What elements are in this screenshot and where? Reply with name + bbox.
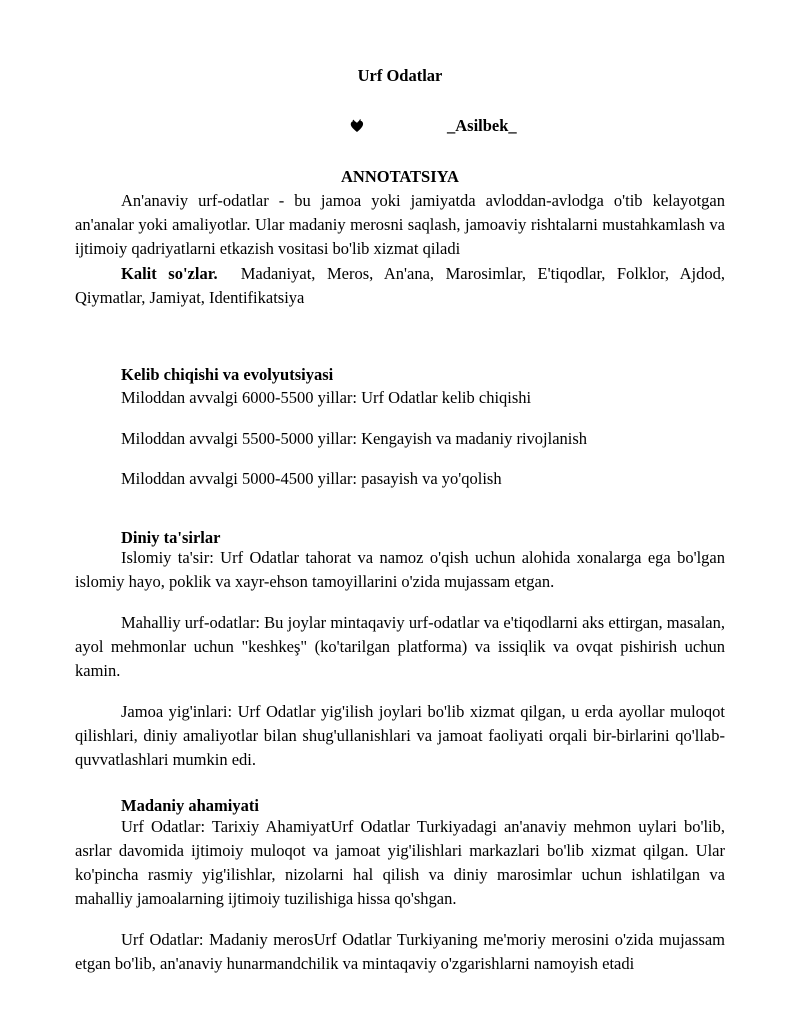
- keywords-list: Madaniyat, Meros, An'ana, Marosimlar, E'tiqodlar, Folklor, Ajdod, Qiymatlar, Jamiyat, Identifikatsiya: [75, 264, 725, 307]
- author-name: _Asilbek_: [447, 116, 517, 135]
- paragraph: Jamoa yig'inlari: Urf Odatlar yig'ilish joylari bo'lib xizmat qilgan, u erda ayollar muloqot qilishlari, diniy amaliyotlar bilan shug'ullanishlari va jamoat faoliyati orqali bir-birlarini qo'llab-quvvatlashlari mumkin edi.: [75, 702, 725, 769]
- paragraph: Urf Odatlar: Madaniy merosUrf Odatlar Turkiyaning me'moriy merosini o'zida mujassam etgan bo'lib, an'anaviy hunarmandchilik va mintaqaviy o'zgarishlarni namoyish etadi: [75, 930, 725, 973]
- section-heading-religious: Diniy ta'sirlar: [121, 528, 221, 547]
- annotation-heading: ANNOTATSIYA: [341, 167, 459, 186]
- keywords-label: Kalit so'zlar.: [121, 264, 218, 283]
- document-title: Urf Odatlar: [357, 66, 443, 85]
- paragraph: Islomiy ta'sir: Urf Odatlar tahorat va namoz o'qish uchun alohida xonalarga ega bo'lgan islomiy hayo, poklik va xayr-ehson tamoyillarini o'zida mujassam etgan.: [75, 548, 725, 591]
- timeline-item: Miloddan avvalgi 5500-5000 yillar: Kengayish va madaniy rivojlanish: [121, 429, 588, 448]
- paragraph: Mahalliy urf-odatlar: Bu joylar mintaqaviy urf-odatlar va e'tiqodlarni aks ettirgan, masalan, ayol mehmonlar uchun "keshkeş" (ko'tarilgan platforma) va issiqlik va ovqat pishirish uchun kamin.: [75, 613, 725, 680]
- heart-doodle-icon: [350, 116, 364, 130]
- keywords-paragraph: [75, 262, 725, 310]
- timeline-item: Miloddan avvalgi 6000-5500 yillar: Urf Odatlar kelib chiqishi: [121, 388, 532, 407]
- paragraph: Urf Odatlar: Tarixiy AhamiyatUrf Odatlar Turkiyadagi an'anaviy mehmon uylari bo'lib, asrlar davomida ijtimoiy muloqot va jamoat yig'ilishlari markazlari bo'lib xizmat qilgan. Ular ko'pincha rasmiy yig'ilishlar, nizolarni hal qilish va diniy marosimlar uchun ishlatilgan va mahalliy jamoalarning ijtimoiy tuzilishiga hissa qo'shgan.: [75, 817, 725, 908]
- section-heading-origin: Kelib chiqishi va evolyutsiyasi: [121, 365, 334, 384]
- section-heading-cultural: Madaniy ahamiyati: [121, 796, 259, 815]
- timeline-item: Miloddan avvalgi 5000-4500 yillar: pasayish va yo'qolish: [121, 469, 502, 488]
- annotation-text: An'anaviy urf-odatlar - bu jamoa yoki jamiyatda avloddan-avlodga o'tib kelayotgan an'analar yoki amaliyotlar. Ular madaniy merosni saqlash, jamoaviy rishtalarni mustahkamlash va ijtimoiy qadriyatlarni etkazish vositasi bo'lib xizmat qiladi: [75, 191, 725, 258]
